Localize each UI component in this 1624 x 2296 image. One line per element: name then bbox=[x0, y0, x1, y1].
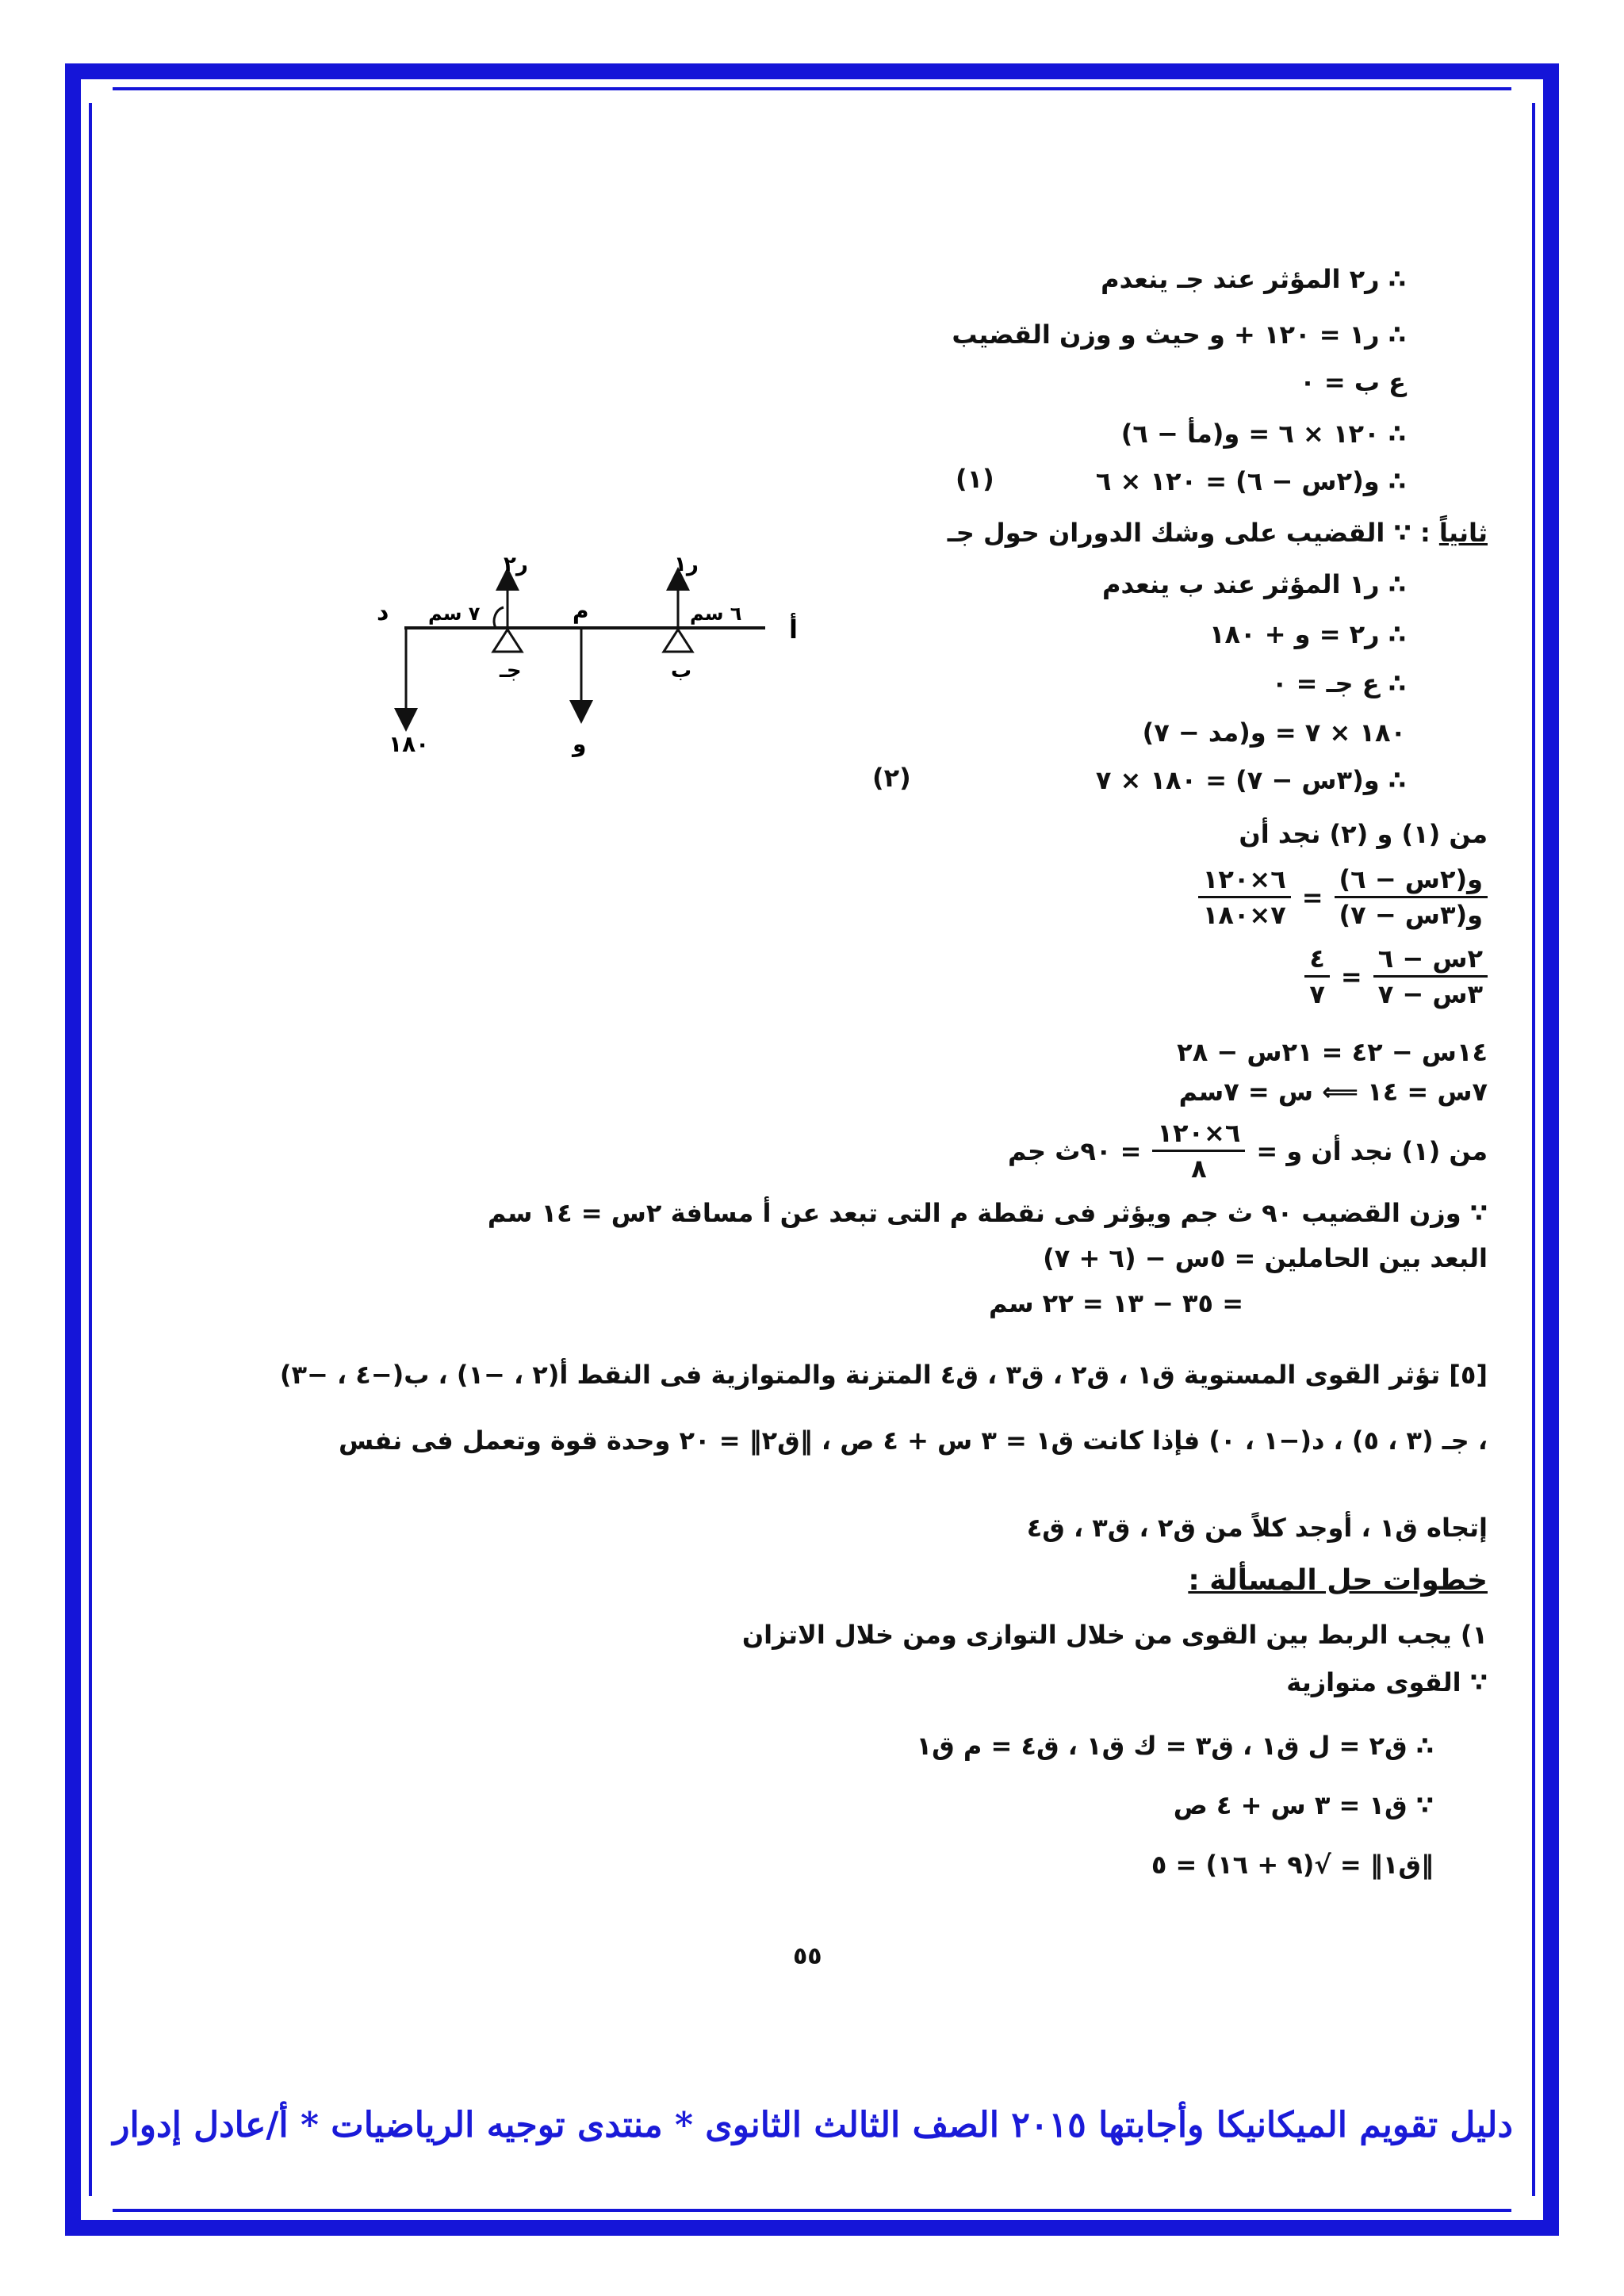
label-m: م bbox=[573, 598, 589, 624]
problem-text: ، جـ (٣ ، ٥) ، د(−١ ، ٠) فإذا كانت ق١ = ٣ س + ٤ ص ، ‖ق٢‖ = ٢٠ وحدة قوة وتعمل فى نفس bbox=[338, 1425, 1488, 1456]
frame-left-bar bbox=[65, 103, 81, 2196]
solution-line: ١٤س − ٤٢ = ٢١س − ٢٨ bbox=[1177, 1037, 1488, 1067]
numerator: ٦×١٢٠ bbox=[1152, 1118, 1245, 1152]
solution-line: ∴ ١٢٠ × ٦ = و(مأ − ٦) bbox=[1120, 419, 1406, 449]
support-j bbox=[493, 629, 522, 652]
label-r1: ر١ bbox=[674, 553, 699, 576]
label-j: جـ bbox=[500, 659, 522, 683]
solution-line: ٧س = ١٤ ⟸ س = ٧سم bbox=[1178, 1077, 1488, 1107]
solution-line: ∴ ر٢ المؤثر عند جـ ينعدم bbox=[1101, 264, 1406, 294]
label-7cm: ٧ سم bbox=[428, 603, 481, 625]
denominator: ٣س − ٧ bbox=[1377, 979, 1483, 1009]
solution-line: ∴ و(٢س − ٦) = ١٢٠ × ٦ bbox=[1095, 466, 1406, 496]
label-6cm: ٦ سم bbox=[690, 603, 742, 625]
steps-title: خطوات حل المسألة : bbox=[1188, 1564, 1488, 1597]
solution-line: ع ب = ٠ bbox=[1300, 367, 1406, 397]
numerator: و(٢س − ٦) bbox=[1335, 864, 1488, 898]
solution-line: ١٨٠ × ٧ = و(مد − ٧) bbox=[1142, 718, 1406, 748]
label-d: د bbox=[377, 599, 389, 626]
text-segment: من (١) نجد أن و = bbox=[1256, 1135, 1488, 1166]
step-line: ∴ ق٢ = ل ق١ ، ق٣ = ك ق١ ، ق٤ = م ق١ bbox=[916, 1731, 1434, 1761]
page-number: ٥٥ bbox=[793, 1942, 822, 1970]
equals-sign: = bbox=[1301, 882, 1323, 913]
solution-line: ∴ ر١ المؤثر عند ب ينعدم bbox=[1102, 569, 1406, 599]
fraction bbox=[1373, 943, 1488, 1009]
problem-text: [٥] تؤثر القوى المستوية ق١ ، ق٢ ، ق٣ ، ق٤ المتزنة والمتوازية فى النقط أ(٢ ، −١) ، ب(−٤ ، −٣) bbox=[279, 1360, 1488, 1390]
equation-tag: (١) bbox=[956, 464, 994, 494]
solution-line: ∴ ر١ = ١٢٠ + و حيث و وزن القضيب bbox=[952, 320, 1406, 350]
solution-line: ∴ ر٢ = و + ١٨٠ bbox=[1208, 619, 1406, 649]
solution-line: البعد بين الحاملين = ٥س − (٦ + ٧) bbox=[1043, 1243, 1488, 1273]
frame-bottom-bar bbox=[113, 2220, 1511, 2236]
label-r2: ر٢ bbox=[504, 553, 528, 576]
text-segment: = ٩٠ث جم bbox=[1007, 1135, 1142, 1166]
denominator: ٨ bbox=[1191, 1154, 1207, 1184]
frame-right-thin bbox=[1532, 103, 1535, 2196]
numerator: ٤ bbox=[1304, 943, 1330, 978]
beam-diagram bbox=[349, 531, 825, 769]
fraction-equation bbox=[1304, 943, 1488, 1009]
label-w: و bbox=[573, 731, 587, 757]
denominator: و(٣س − ٧) bbox=[1339, 900, 1483, 930]
solution-line: ∵ وزن القضيب ٩٠ ث جم ويؤثر فى نقطة م التى تبعد عن أ مسافة ٢س = ١٤ سم bbox=[487, 1198, 1488, 1228]
support-b bbox=[664, 629, 692, 652]
numerator: ٦×١٢٠ bbox=[1198, 864, 1291, 898]
solution-line: من (١) و (٢) نجد أن bbox=[1239, 819, 1488, 849]
frame-corner bbox=[1511, 63, 1559, 111]
frame-bottom-thin bbox=[113, 2209, 1511, 2212]
step-line: ∵ ق١ = ٣ س + ٤ ص bbox=[1173, 1790, 1434, 1820]
numerator: ٢س − ٦ bbox=[1373, 943, 1488, 978]
denominator: ٧×١٨٠ bbox=[1202, 900, 1286, 930]
fraction bbox=[1198, 864, 1291, 930]
step-line: ‖ق١‖ = √(٩ + ١٦) = ٥ bbox=[1151, 1850, 1434, 1880]
frame-right-bar bbox=[1543, 103, 1559, 2196]
step-line: ١) يجب الربط بين القوى من خلال التوازى ومن خلال الاتزان bbox=[741, 1620, 1488, 1650]
label-b: ب bbox=[671, 659, 692, 683]
section-text: : ∵ القضيب على وشك الدوران حول جـ bbox=[947, 518, 1431, 548]
fraction-equation bbox=[1008, 1118, 1488, 1184]
frame-top-bar bbox=[113, 63, 1511, 79]
solution-line: ∴ و(٣س − ٧) = ١٨٠ × ٧ bbox=[1095, 765, 1406, 795]
denominator: ٧ bbox=[1309, 979, 1325, 1009]
frame-corner bbox=[65, 2188, 113, 2236]
step-line: ∵ القوى متوازية bbox=[1286, 1667, 1488, 1697]
section-lead: ثانياً bbox=[1438, 518, 1488, 548]
label-a: أ bbox=[789, 614, 798, 645]
frame-corner bbox=[65, 63, 113, 111]
fraction bbox=[1304, 943, 1330, 1009]
equals-sign: = bbox=[1340, 961, 1362, 992]
problem-text: إتجاه ق١ ، أوجد كلاً من ق٢ ، ق٣ ، ق٤ bbox=[1026, 1513, 1488, 1543]
section-heading bbox=[948, 515, 1488, 550]
solution-line: = ٣٥ − ١٣ = ٢٢ سم bbox=[988, 1288, 1243, 1318]
fraction bbox=[1152, 1118, 1245, 1184]
equation-tag: (٢) bbox=[872, 763, 911, 793]
frame-top-thin bbox=[113, 87, 1511, 90]
page-footer: دليل تقويم الميكانيكا وأجابتها ٢٠١٥ الصف الثالث الثانوى * منتدى توجيه الرياضيات * أ/عادل إدوار bbox=[113, 2105, 1513, 2145]
fraction-equation bbox=[1198, 864, 1488, 930]
solution-line: ∴ ع جـ = ٠ bbox=[1271, 668, 1406, 698]
frame-left-thin bbox=[89, 103, 92, 2196]
label-180: ١٨٠ bbox=[389, 731, 430, 757]
moment-arc bbox=[494, 607, 504, 628]
fraction bbox=[1335, 864, 1488, 930]
frame-corner bbox=[1511, 2188, 1559, 2236]
